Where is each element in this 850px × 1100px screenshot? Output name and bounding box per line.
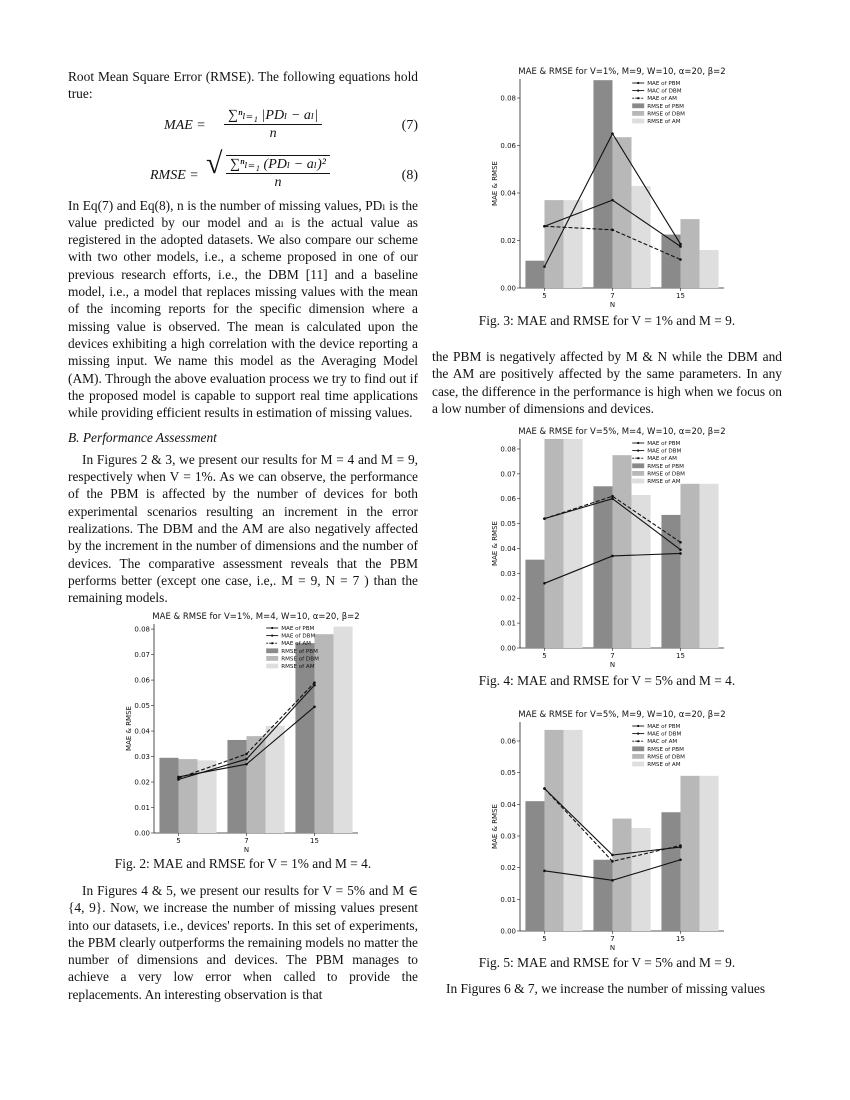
legend-bar-swatch	[266, 648, 278, 653]
bar-rmse-of-dbm	[680, 219, 699, 288]
y-axis-label: MAE & RMSE	[491, 161, 499, 206]
x-tick-label: 5	[542, 292, 547, 300]
y-tick-label: 0.03	[134, 753, 150, 762]
left-column-bottom	[68, 882, 418, 1003]
bar-rmse-of-pbm	[661, 515, 680, 648]
bar-rmse-of-pbm	[593, 860, 612, 931]
line-point	[313, 681, 316, 684]
bar-rmse-of-dbm	[544, 200, 563, 288]
bar-rmse-of-am	[266, 726, 285, 833]
legend-label: RMSE of AM	[281, 664, 315, 670]
fig5-caption: Fig. 5: MAE and RMSE for V = 5% and M = 9.	[478, 955, 736, 970]
y-tick-label: 0.01	[500, 895, 516, 904]
y-tick-label: 0.00	[134, 829, 150, 838]
x-tick-label: 15	[676, 935, 685, 943]
line-point	[543, 787, 546, 790]
legend-marker	[637, 740, 639, 742]
bar-rmse-of-am	[632, 186, 651, 288]
legend-label: MAE of PBM	[281, 626, 315, 632]
bar-rmse-of-am	[564, 730, 583, 931]
line-point	[679, 245, 682, 248]
eq7-numerator: ∑ⁿₗ₌₁ |PDₗ − aₗ|	[224, 107, 322, 125]
paragraph-eq-explanation: In Eq(7) and Eq(8), n is the number of missing values, PDₗ is the value predicted by our model and aₗ is the actual value as registered in the adopted datasets. We also compare our scheme with two other models, i.e., a scheme proposed in one of our previous research efforts, i.e., the DBM [11] and a baseline model, i.e., a model that replaces missing values with the mean of the incoming reports for the specific dimension where a missing value is observed. The mean is calculated upon the devices exhibiting a high correlation with the device reporting a missing input. We name this model as the Averaging Model (AM). Through the above evaluation process we try to find out if the proposed model is capable to support real time applications while providing efficient results in estimation of missing values.	[68, 197, 418, 421]
bar-rmse-of-am	[632, 495, 651, 648]
sqrt-symbol: √	[206, 146, 223, 180]
legend-marker	[637, 90, 639, 92]
y-tick-label: 0.00	[500, 644, 516, 653]
legend-label: RMSE of DBM	[281, 656, 319, 663]
bar-rmse-of-pbm	[525, 560, 544, 648]
bar-rmse-of-am	[700, 484, 719, 648]
eq8-lhs: RMSE =	[150, 167, 199, 183]
x-tick-label: 7	[610, 292, 615, 300]
y-tick-label: 0.01	[500, 619, 516, 628]
legend-label: RMSE of PBM	[647, 103, 684, 110]
line-point	[611, 497, 614, 500]
eq7-lhs: MAE =	[164, 117, 206, 133]
x-tick-label: 5	[542, 935, 547, 943]
legend-label: MAE of DBM	[647, 731, 682, 738]
legend-bar-swatch	[632, 103, 644, 108]
y-tick-label: 0.02	[500, 864, 516, 873]
bar-rmse-of-dbm	[612, 819, 631, 931]
eq8-number: (8)	[401, 167, 418, 183]
eq8-denominator: n	[274, 174, 282, 190]
right-column-text	[432, 348, 782, 417]
legend-label: MAE of DBM	[281, 633, 316, 640]
y-tick-label: 0.06	[500, 142, 516, 150]
eq7-denominator: n	[269, 125, 277, 141]
line-point	[679, 541, 682, 544]
y-tick-label: 0.02	[500, 237, 516, 245]
y-tick-label: 0.05	[134, 702, 150, 711]
x-axis-label: N	[243, 846, 250, 854]
line-point	[679, 858, 682, 861]
paragraph-fig2-3: In Figures 2 & 3, we present our results for M = 4 and M = 9, respectively when V = 1%. As we can observe, the performance of the PBM is affected by the number of devices for both experimental scenarios resulting an increment in the error realizations. The DBM and the AM are also negatively affected by the increment in the number of dimensions and the number of devices. The comparative assessment reveals that the PBM performs better (except one case, i.e,. M = 9, N = 7 ) than the remaining models.	[68, 451, 418, 606]
y-tick-label: 0.04	[500, 189, 516, 198]
y-tick-label: 0.05	[500, 520, 516, 529]
legend-bar-swatch	[632, 471, 644, 476]
line-point	[611, 879, 614, 882]
bar-rmse-of-dbm	[544, 730, 563, 931]
equation-7	[68, 107, 418, 147]
line-point	[543, 517, 546, 520]
bar-rmse-of-dbm	[544, 439, 563, 648]
y-axis-label: MAE & RMSE	[125, 706, 133, 751]
chart-title: MAE & RMSE for V=5%, M=9, W=10, α=20, β=2	[518, 710, 726, 720]
legend-bar-swatch	[266, 656, 278, 661]
y-tick-label: 0.05	[500, 769, 516, 778]
line-point	[543, 582, 546, 585]
line-point	[611, 199, 614, 202]
y-tick-label: 0.06	[500, 495, 516, 504]
eq8-numerator: ∑ⁿₗ₌₁ (PDₗ − aₗ)²	[226, 156, 330, 174]
legend-marker	[271, 635, 273, 637]
y-tick-label: 0.06	[134, 676, 150, 685]
bar-rmse-of-pbm	[593, 80, 612, 288]
legend-marker	[637, 442, 639, 444]
bar-rmse-of-pbm	[661, 235, 680, 288]
legend-bar-swatch	[632, 119, 644, 124]
legend-label: RMSE of DBM	[647, 471, 685, 478]
y-tick-label: 0.03	[500, 569, 516, 578]
legend-label: MAE of DBM	[647, 448, 682, 455]
bar-rmse-of-dbm	[314, 634, 333, 833]
x-axis-label: N	[609, 301, 616, 309]
legend-label: RMSE of DBM	[647, 754, 685, 761]
legend-marker	[637, 733, 639, 735]
legend-label: MAE of AM	[647, 456, 677, 463]
legend-label: MAE of PBM	[647, 81, 681, 87]
bar-rmse-of-pbm	[593, 486, 612, 648]
line-point	[679, 243, 682, 246]
x-tick-label: 7	[610, 652, 615, 660]
y-tick-label: 0.04	[500, 800, 516, 809]
y-tick-label: 0.04	[134, 727, 150, 736]
y-tick-label: 0.08	[134, 625, 150, 634]
bar-rmse-of-am	[564, 439, 583, 648]
bar-rmse-of-am	[700, 776, 719, 931]
legend-label: RMSE of AM	[647, 119, 681, 125]
line-point	[611, 132, 614, 135]
legend-bar-swatch	[266, 664, 278, 669]
legend-marker	[271, 642, 273, 644]
x-tick-label: 15	[676, 292, 685, 300]
line-point	[543, 870, 546, 873]
line-point	[611, 860, 614, 863]
legend-label: MAE of AM	[281, 641, 311, 648]
line-point	[611, 495, 614, 498]
fig2-caption: Fig. 2: MAE and RMSE for V = 1% and M = 4.	[114, 856, 372, 871]
bar-rmse-of-dbm	[178, 759, 197, 833]
equation-8	[68, 146, 418, 197]
paragraph-fig6-7: In Figures 6 & 7, we increase the number of missing values	[446, 981, 766, 996]
line-point	[679, 258, 682, 261]
legend-label: MAC of AM	[647, 739, 678, 746]
legend-bar-swatch	[632, 754, 644, 759]
x-tick-label: 7	[610, 935, 615, 943]
x-tick-label: 15	[310, 837, 319, 845]
line-point	[611, 555, 614, 558]
legend-bar-swatch	[632, 479, 644, 484]
x-axis-label: N	[609, 944, 616, 952]
legend-bar-swatch	[632, 746, 644, 751]
legend-marker	[637, 82, 639, 84]
line-point	[679, 844, 682, 847]
bar-rmse-of-pbm	[661, 812, 680, 931]
fig4-caption: Fig. 4: MAE and RMSE for V = 5% and M = 4.	[478, 673, 736, 688]
figure-4-chart	[488, 425, 728, 670]
x-tick-label: 5	[542, 652, 547, 660]
x-axis-label: N	[609, 661, 616, 669]
y-tick-label: 0.04	[500, 544, 516, 553]
line-point	[245, 758, 248, 761]
y-tick-label: 0.06	[500, 737, 516, 746]
x-tick-label: 5	[176, 837, 181, 845]
y-tick-label: 0.08	[500, 94, 516, 103]
legend-marker	[637, 457, 639, 459]
legend-bar-swatch	[632, 762, 644, 767]
y-tick-label: 0.02	[500, 594, 516, 603]
legend-label: RMSE of PBM	[647, 463, 684, 470]
bar-rmse-of-dbm	[680, 776, 699, 931]
legend-bar-swatch	[632, 111, 644, 116]
line-point	[611, 854, 614, 857]
bar-rmse-of-pbm	[227, 740, 246, 833]
section-heading: B. Performance Assessment	[68, 430, 217, 446]
chart-title: MAE & RMSE for V=1%, M=4, W=10, α=20, β=2	[152, 612, 360, 622]
x-tick-label: 15	[676, 652, 685, 660]
line-point	[177, 777, 180, 780]
line-point	[313, 706, 316, 709]
line-point	[679, 552, 682, 555]
right-column-bottom	[432, 980, 782, 997]
bar-rmse-of-pbm	[525, 261, 544, 288]
legend-label: RMSE of DBM	[647, 111, 685, 118]
y-tick-label: 0.00	[500, 927, 516, 936]
legend-marker	[637, 725, 639, 727]
left-column	[68, 68, 418, 606]
y-tick-label: 0.07	[134, 651, 150, 660]
y-tick-label: 0.08	[500, 445, 516, 454]
line-point	[245, 753, 248, 756]
bar-rmse-of-am	[334, 627, 353, 833]
bar-rmse-of-pbm	[525, 801, 544, 931]
legend-label: MAE of PBM	[647, 724, 681, 730]
legend-label: RMSE of PBM	[281, 648, 318, 655]
legend-label: RMSE of PBM	[647, 746, 684, 753]
bar-rmse-of-am	[700, 250, 719, 288]
eq7-fraction	[224, 107, 322, 143]
bar-rmse-of-am	[632, 828, 651, 931]
y-tick-label: 0.07	[500, 470, 516, 479]
bar-rmse-of-dbm	[680, 484, 699, 648]
legend-marker	[637, 97, 639, 99]
bar-rmse-of-pbm	[295, 643, 314, 833]
bar-rmse-of-dbm	[612, 455, 631, 648]
chart-title: MAE & RMSE for V=5%, M=4, W=10, α=20, β=2	[518, 427, 726, 437]
fig3-caption: Fig. 3: MAE and RMSE for V = 1% and M = 9.	[478, 313, 736, 328]
eq7-number: (7)	[401, 117, 418, 133]
line-point	[245, 763, 248, 766]
legend-marker	[637, 450, 639, 452]
line-point	[679, 548, 682, 551]
figure-2-chart	[122, 610, 362, 855]
intro-text: Root Mean Square Error (RMSE). The following equations hold true:	[68, 69, 418, 102]
legend-label: RMSE of AM	[647, 479, 681, 485]
y-axis-label: MAE & RMSE	[491, 804, 499, 849]
legend-label: MAC of DBM	[647, 88, 682, 95]
y-tick-label: 0.01	[134, 804, 150, 813]
legend-label: RMSE of AM	[647, 762, 681, 768]
line-point	[611, 229, 614, 232]
y-tick-label: 0.02	[134, 778, 150, 787]
line-point	[543, 265, 546, 268]
legend-label: MAE of AM	[647, 96, 677, 103]
y-axis-label: MAE & RMSE	[491, 521, 499, 566]
legend-label: MAE of PBM	[647, 441, 681, 447]
figure-3-chart	[488, 65, 728, 310]
paragraph-pbm-observation: the PBM is negatively affected by M & N while the DBM and the AM are positively affected by the same parameters. In any case, the difference in the performance is high when we focus on a low number of dimensions and devices.	[432, 349, 782, 416]
line-point	[543, 225, 546, 228]
y-tick-label: 0.03	[500, 832, 516, 841]
paragraph-fig4-5: In Figures 4 & 5, we present our results for V = 5% and M ∈ {4, 9}. Now, we increase the number of missing values present into our datasets, i.e., devices' reports. In this set of experiments, the PBM clearly outperforms the remaining models no matter the number of dimensions and devices. The PBM manages to achieve a very low error when called to provide the replacements. An interesting observation is that	[68, 883, 418, 1002]
bar-rmse-of-pbm	[159, 758, 178, 833]
x-tick-label: 7	[244, 837, 249, 845]
legend-bar-swatch	[632, 463, 644, 468]
eq8-fraction	[226, 155, 330, 192]
legend-marker	[271, 627, 273, 629]
chart-title: MAE & RMSE for V=1%, M=9, W=10, α=20, β=2	[518, 67, 726, 77]
y-tick-label: 0.00	[500, 284, 516, 293]
figure-5-chart	[488, 708, 728, 953]
